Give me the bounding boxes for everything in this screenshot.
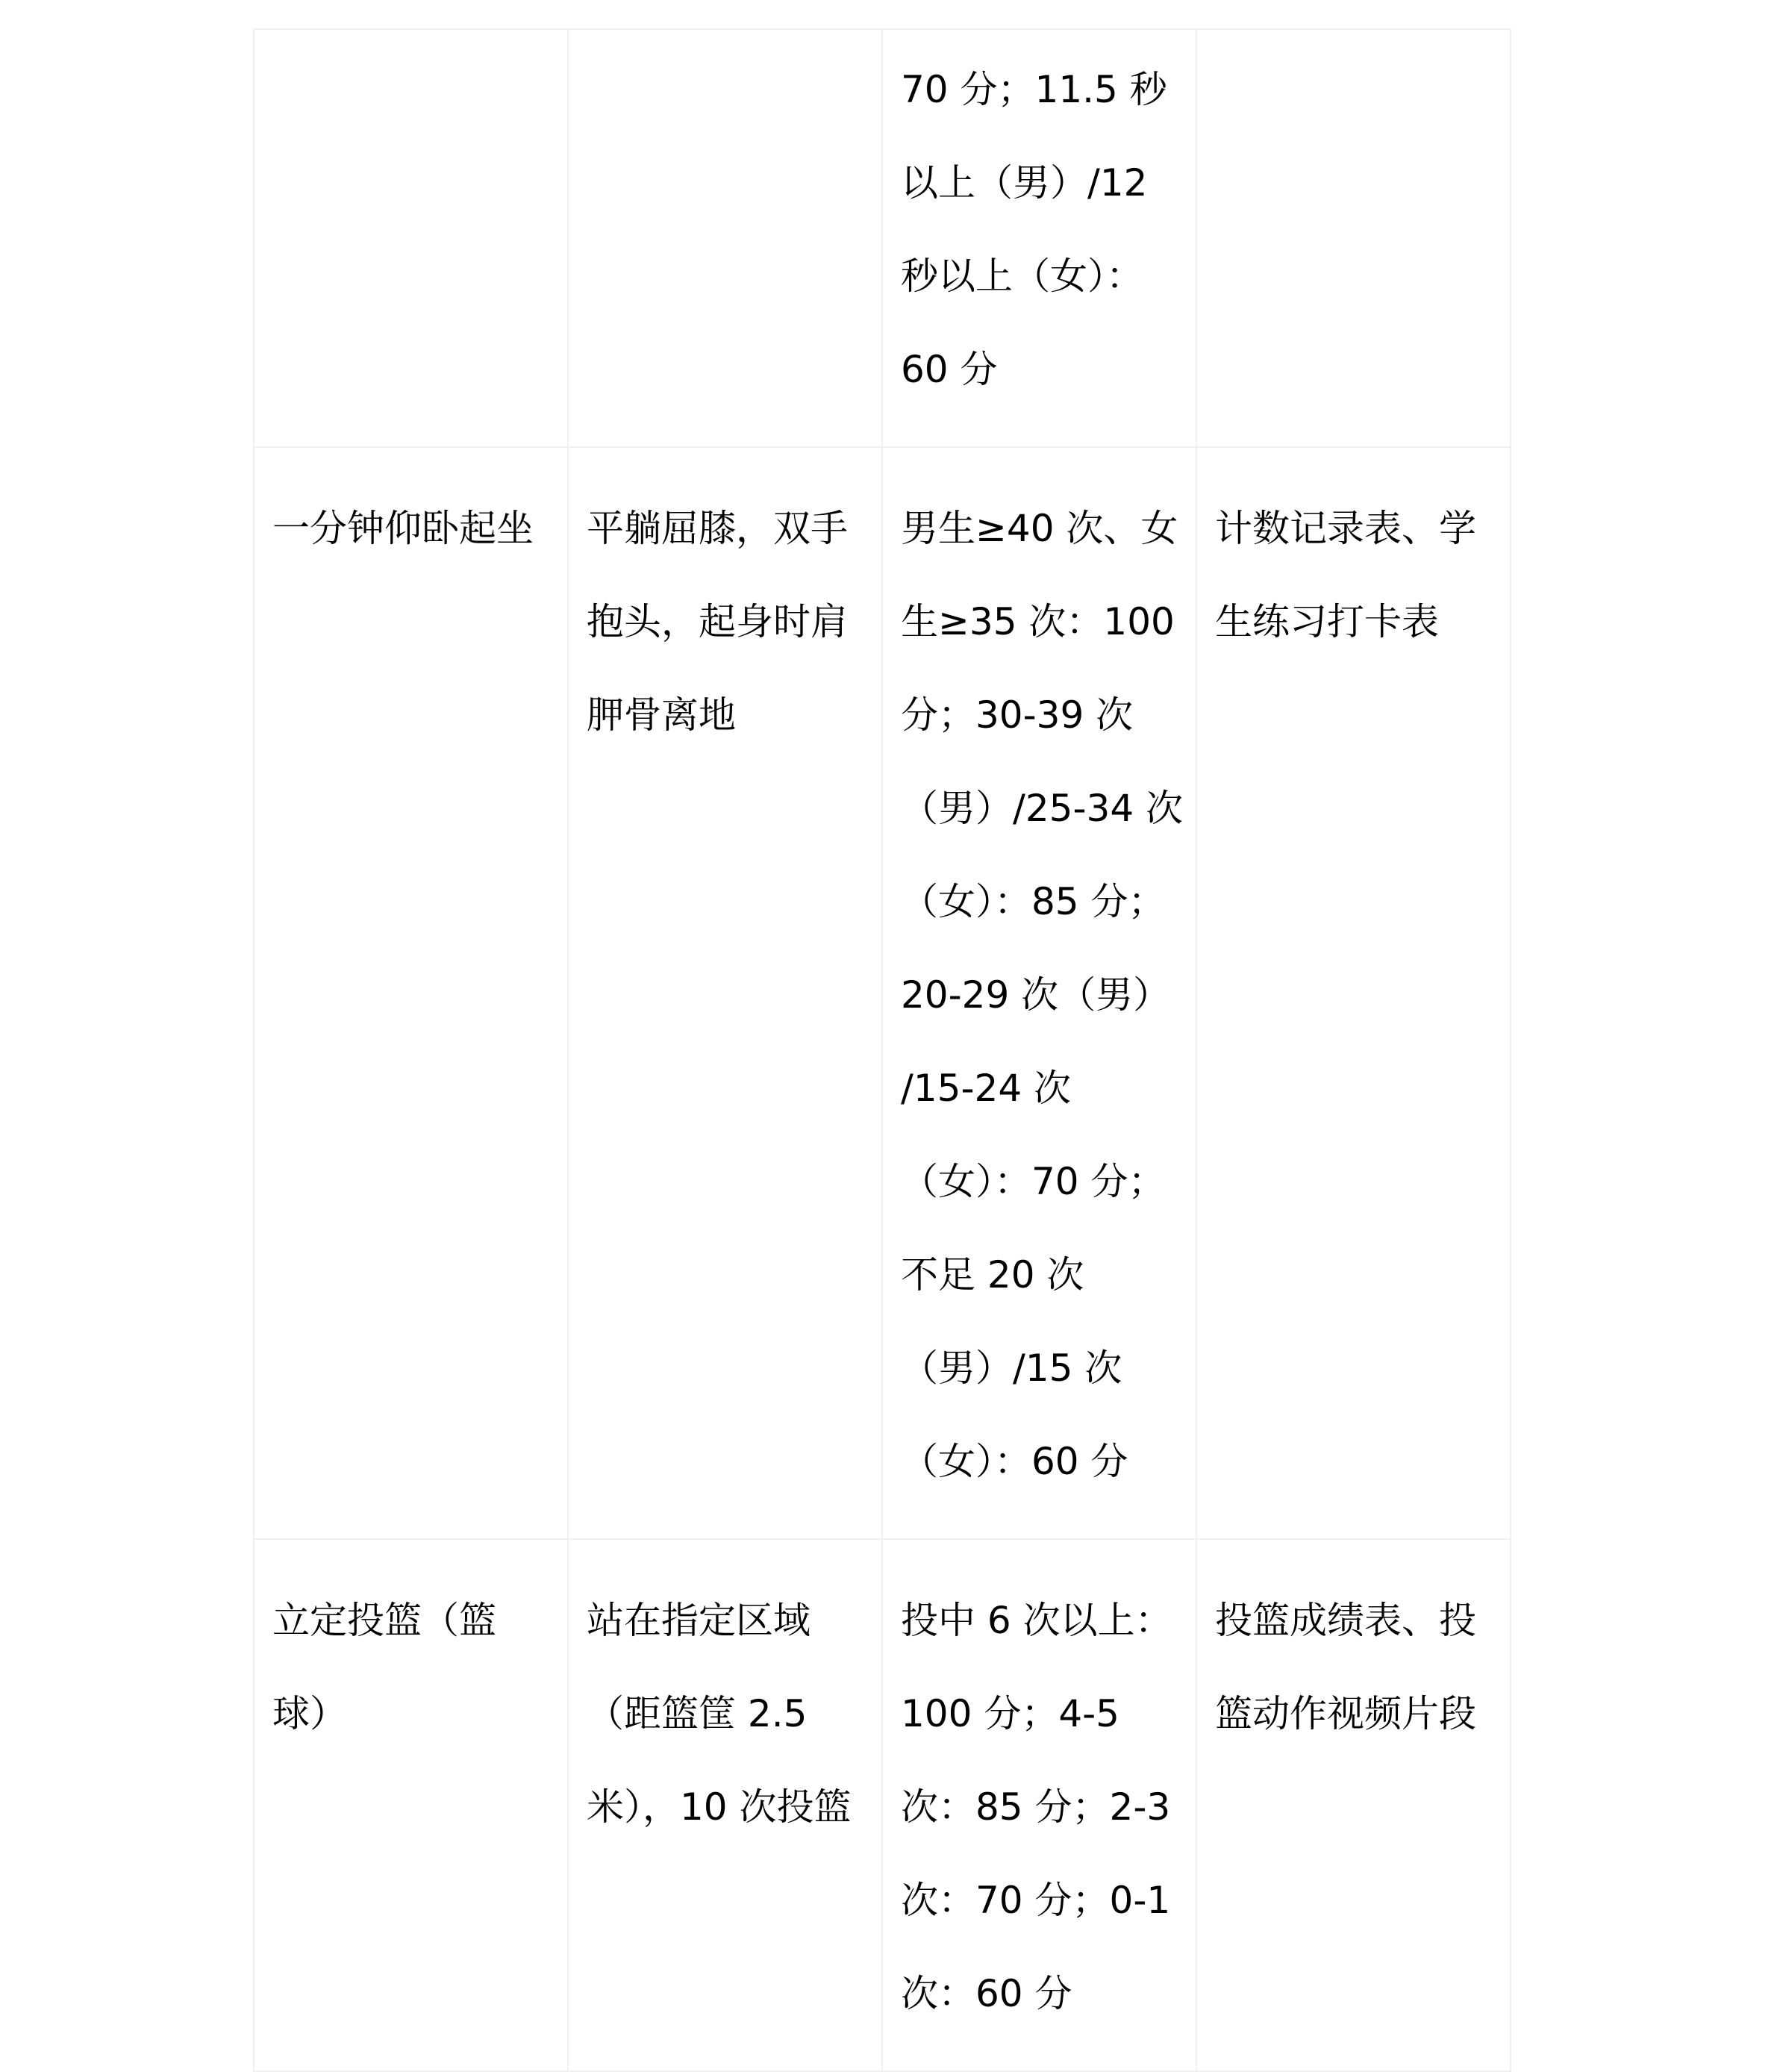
- requirement-cell: [568, 447, 882, 1539]
- standard-text-line: （男）/15 次: [901, 1347, 1122, 1390]
- item-cell: [254, 447, 568, 1539]
- requirement-cell: [568, 1539, 882, 2071]
- material-cell: [1196, 447, 1511, 1539]
- requirement-cell: [568, 29, 882, 447]
- standard-text-line: 100 分；4-5: [901, 1692, 1119, 1735]
- standard-text-line: 分；30-39 次: [901, 693, 1134, 737]
- material-text-line: 投篮成绩表、投: [1215, 1599, 1476, 1642]
- table-row-situp: [254, 447, 1511, 1539]
- requirement-text-line: 站在指定区域: [587, 1599, 811, 1642]
- standard-text-line: 70 分；11.5 秒: [901, 68, 1167, 111]
- standard-text-line: （女）：85 分；: [901, 880, 1166, 923]
- table-row-shooting: [254, 1539, 1511, 2071]
- standard-text-line: 次：70 分；0-1: [901, 1879, 1171, 1922]
- standard-cell: [882, 29, 1196, 447]
- standard-text-line: 次：85 分；2-3: [901, 1785, 1171, 1829]
- standard-text-line: （女）：70 分；: [901, 1160, 1166, 1203]
- standard-text-line: （男）/25-34 次: [901, 787, 1184, 830]
- standard-text-line: 生≥35 次：100: [901, 600, 1175, 643]
- requirement-text-line: 抱头，起身时肩: [587, 600, 848, 643]
- standard-text-line: 20-29 次（男）: [901, 973, 1171, 1017]
- requirement-text-line: 胛骨离地: [587, 693, 736, 737]
- requirement-text-line: 米），10 次投篮: [587, 1785, 852, 1829]
- material-cell: [1196, 29, 1511, 447]
- standard-text-line: 以上（男）/12: [901, 161, 1148, 205]
- material-text-line: 计数记录表、学: [1215, 507, 1476, 550]
- item-text-line: 立定投篮（篮: [272, 1599, 496, 1642]
- requirement-text-line: （距篮筐 2.5: [587, 1692, 808, 1735]
- material-text-line: 生练习打卡表: [1215, 600, 1439, 643]
- standard-text-line: 投中 6 次以上：: [901, 1599, 1172, 1642]
- assessment-table: [253, 28, 1511, 2072]
- requirement-text-line: 平躺屈膝，双手: [587, 507, 848, 550]
- item-text-line: 球）: [272, 1692, 347, 1735]
- standard-text-line: 秒以上（女）：: [901, 255, 1143, 298]
- standard-text-line: 男生≥40 次、女: [901, 507, 1178, 550]
- material-cell: [1196, 1539, 1511, 2071]
- table-row-continued: [254, 29, 1511, 447]
- item-text-line: 一分钟仰卧起坐: [272, 507, 534, 550]
- standard-text-line: 60 分: [901, 348, 998, 391]
- standard-cell: [882, 1539, 1196, 2071]
- material-text-line: 篮动作视频片段: [1215, 1692, 1476, 1735]
- standard-text-line: 次：60 分: [901, 1972, 1072, 2015]
- item-cell: [254, 29, 568, 447]
- standard-text-line: 不足 20 次: [901, 1253, 1084, 1296]
- standard-text-line: /15-24 次: [901, 1067, 1072, 1110]
- standard-cell: [882, 447, 1196, 1539]
- standard-text-line: （女）：60 分: [901, 1440, 1128, 1483]
- item-cell: [254, 1539, 568, 2071]
